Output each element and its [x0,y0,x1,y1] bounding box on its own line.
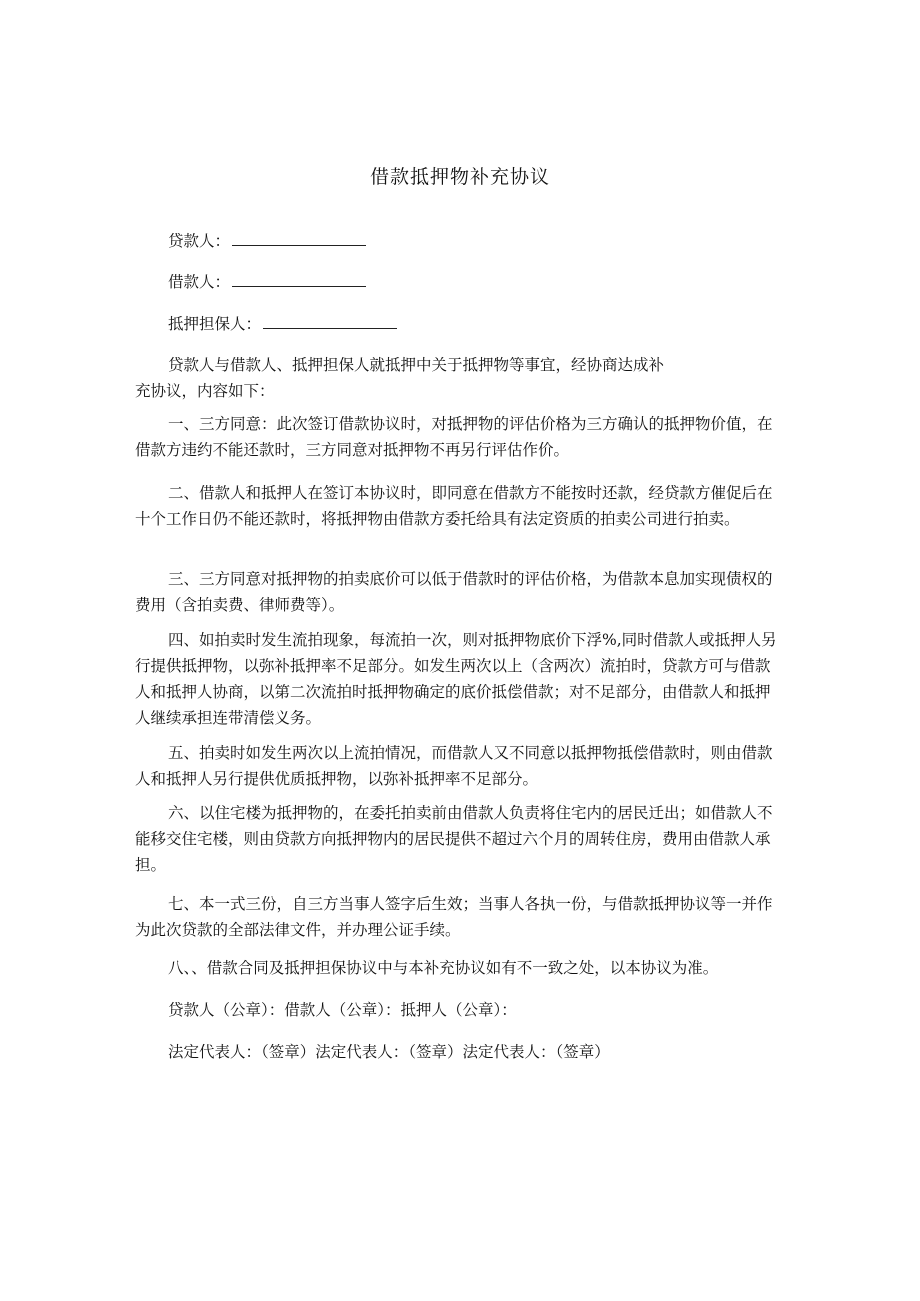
borrower-blank [232,272,366,287]
clause-3: 三、三方同意对抵押物的拍卖底价可以低于借款时的评估价格，为借款本息加实现债权的费用（含拍卖费、律师费等）。 [135,570,773,614]
seal-line: 贷款人（公章）：借款人（公章）：抵押人（公章）： [168,1001,517,1019]
intro-paragraph: 贷款人与借款人、抵押担保人就抵押中关于抵押物等事宜，经协商达成补充协议，内容如下： [135,356,665,400]
representative-line: 法定代表人：（签章）法定代表人：（签章）法定代表人：（签章） [168,1043,610,1061]
lender-field [168,228,366,254]
clause-2: 二、借款人和抵押人在签订本协议时，即同意在借款方不能按时还款，经贷款方催促后在十个工作日仍不能还款时，将抵押物由借款方委托给具有法定资质的拍卖公司进行拍卖。 [135,484,773,528]
borrower-label: 借款人： [168,273,231,291]
clause-7: 七、本一式三份，自三方当事人签字后生效；当事人各执一份，与借款抵押协议等一并作为此次贷款的全部法律文件，并办理公证手续。 [135,895,773,939]
clause-1: 一、三方同意：此次签订借款协议时，对抵押物的评估价格为三方确认的抵押物价值，在借款方违约不能还款时，三方同意对抵押物不再另行评估作价。 [135,415,773,459]
mortgagor-blank [263,314,397,329]
lender-label: 贷款人： [168,232,231,250]
clause-8: 八、、借款合同及抵押担保协议中与本补充协议如有不一致之处，以本协议为准。 [168,959,719,977]
mortgagor-label: 抵押担保人： [168,315,262,333]
borrower-field [168,269,366,295]
clause-5: 五、拍卖时如发生两次以上流拍情况，而借款人又不同意以抵押物抵偿借款时，则由借款人和抵押人另行提供优质抵押物，以弥补抵押率不足部分。 [135,744,773,788]
mortgagor-field [168,311,397,337]
lender-blank [232,231,366,246]
clause-6: 六、以住宅楼为抵押物的，在委托拍卖前由借款人负责将住宅内的居民迁出；如借款人不能移交住宅楼，则由贷款方向抵押物内的居民提供不超过六个月的周转住房，费用由借款人承担。 [135,804,773,874]
document-title: 借款抵押物补充协议 [369,166,550,188]
clause-4: 四、如拍卖时发生流拍现象，每流拍一次，则对抵押物底价下浮%,同时借款人或抵押人另行提供抵押物，以弥补抵押率不足部分。如发生两次以上（含两次）流拍时，贷款方可与借款人和抵押人协商，以第二次流拍时抵押物确定的底价抵偿借款；对不足部分，由借款人和抵押人继续承担连带清偿义务。 [135,631,777,727]
